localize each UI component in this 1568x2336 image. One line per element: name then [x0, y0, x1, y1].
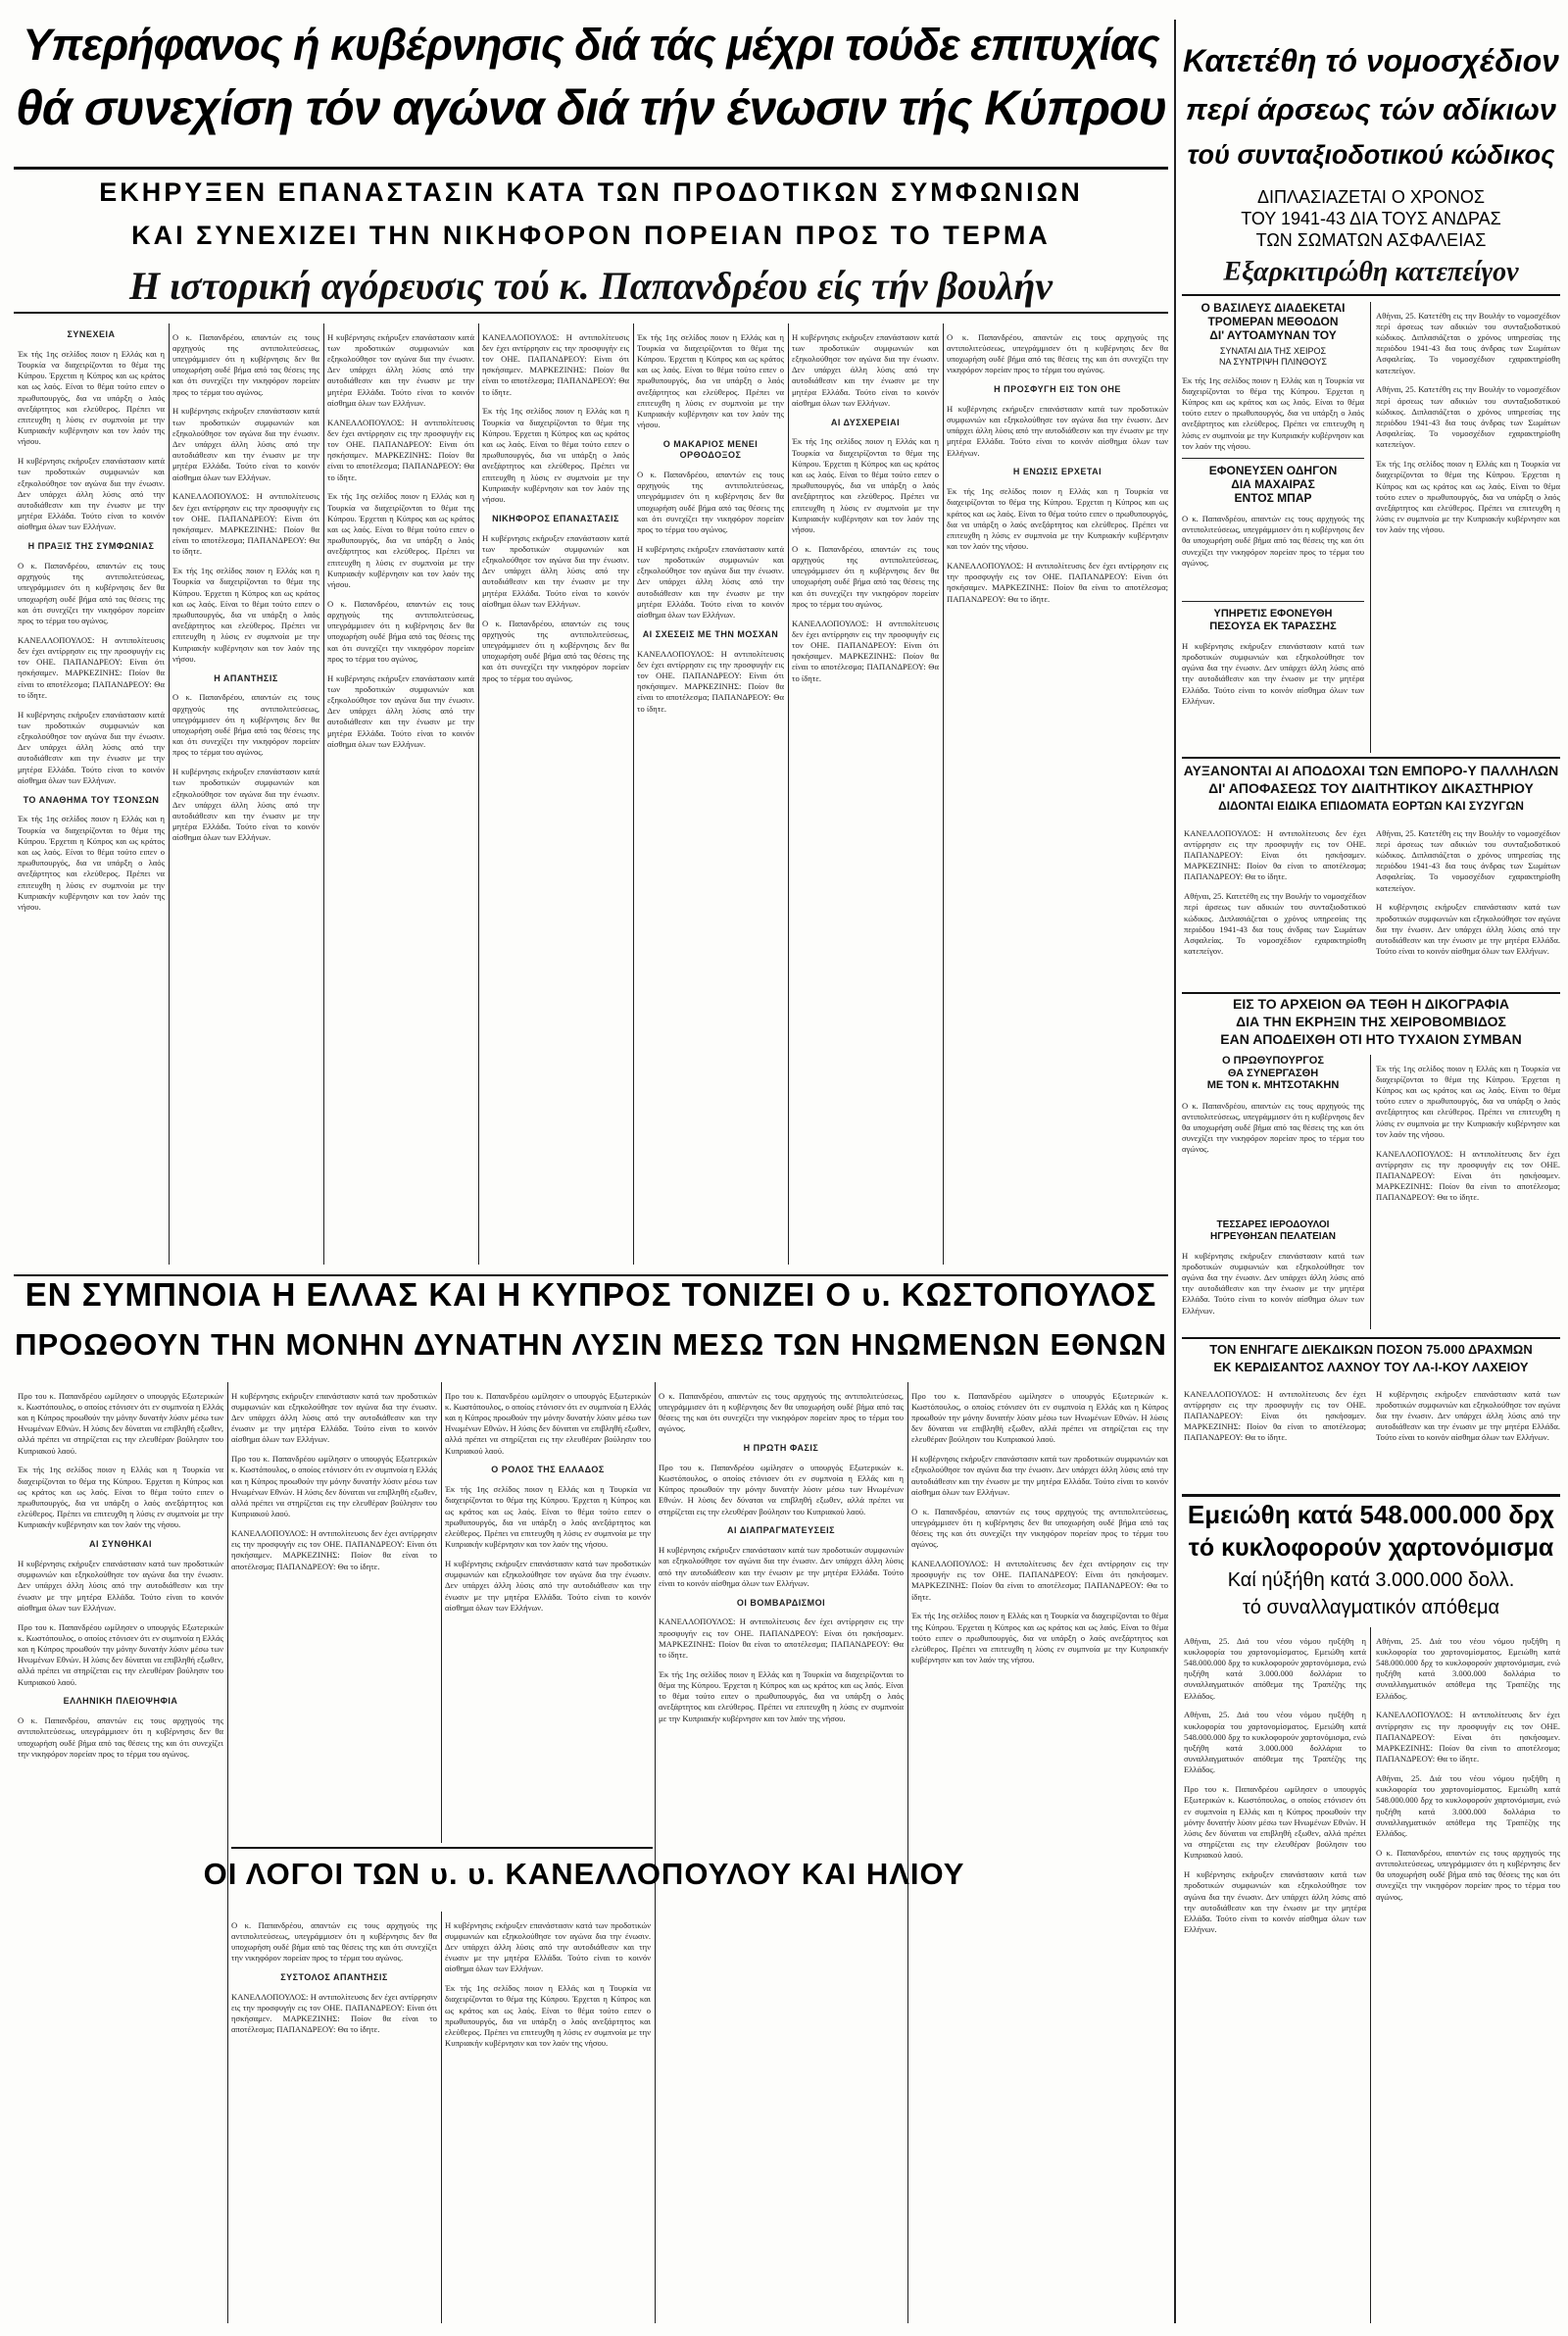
money-head-3: Καί ηύξήθη κατά 3.000.000 δολλ.	[1227, 1570, 1515, 1591]
paragraph: Ο κ. Παπανδρέου, απαντών εις τους αρχηγούς της αντιπολιτεύσεως, υπεγράμμισεν ότι η κυβέρνησις δεν θα υποχωρήση ουδέ βήμα από τας θέσεις της και ότι συνεχίζει την νικηφόρον πορείαν προς το τέρμα του αγώνος.	[792, 543, 939, 609]
lottery-head-1: ΤΟΝ ΕΝΗΓΑΓΕ ΔΙΕΚΔΙΚΩΝ ΠΟΣΟΝ 75.000 ΔΡΑΧΜΩΝ	[1209, 1343, 1533, 1357]
divider	[1370, 1627, 1371, 2323]
paragraph: Ο κ. Παπανδρέου, απαντών εις τους αρχηγούς της αντιπολιτεύσεως, υπεγράμμισεν ότι η κυβέρνησις δεν θα υποχωρήση ουδέ βήμα από τας θέσεις της και ότι συνεχίζει την νικηφόρον πορείαν προς το τέρμα του αγώνος.	[327, 598, 474, 664]
paragraph: Η κυβέρνησις εκήρυξεν επανάστασιν κατά των προδοτικών συμφωνιών και εξηκολούθησε τον αγώνα δια την ένωσιν. Δεν υπάρχει άλλη λύσις από την αυτοδιάθεσιν και την ένωσιν με την μητέρα Ελλάδα. Τούτο είναι το κοινόν αίσθημα όλων των Ελλήνων.	[947, 403, 1168, 458]
paragraph: ΚΑΝΕΛΛΟΠΟΥΛΟΣ: Η αντιπολίτευσις δεν έχει αντίρρησιν εις την προσφυγήν εις τον ΟΗΕ. ΠΑΠΑΝΔΡΕΟΥ: Είναι ότι ησκήσαμεν. ΜΑΡΚΕΖΙΝΗΣ: Ποίον θα είναι το αποτέλεσμα; ΠΑΠΑΝΔΡΕΟΥ: Θα το ίδητε.	[172, 491, 319, 557]
paragraph: Η κυβέρνησις εκήρυξεν επανάστασιν κατά των προδοτικών συμφωνιών και εξηκολούθησε τον αγώνα δια την ένωσιν. Δεν υπάρχει άλλη λύσις από την αυτοδιάθεσιν και την ένωσιν με την μητέρα Ελλάδα. Τούτο είναι το κοινόν αίσθημα όλων των Ελλήνων.	[1184, 1869, 1366, 1935]
king-head-1: Ο ΒΑΣΙΛΕΥΣ ΔΙΑΔΕΚΕΤΑΙ	[1200, 302, 1346, 315]
right-sub-1: ΔΙΠΛΑΣΙΑΖΕΤΑΙ Ο ΧΡΟΝΟΣ	[1257, 188, 1485, 207]
kostopoulos-col-5	[911, 1382, 1168, 2323]
divider	[169, 323, 170, 1265]
wage-text-2	[1376, 820, 1560, 986]
main-subheadline-3: Η ιστορική αγόρευσις τού κ. Παπανδρέου είς τήν βουλήν	[128, 264, 1054, 308]
paragraph: Έκ τής 1ης σελίδος ποιον η Ελλάς και η Τουρκία να διαχειρίζονται το θέμα της Κύπρου. Έρχεται η Κύπρος και ως κράτος και ως λαός. Είναι το θέμα τούτο ειπεν ο πρωθυπουργός, δια να υπάρξη ο λαός ανεξάρτητος και ελεύθερος. Πρέπει να επιτευχθη η λύσις εν συμπνοία με την Κυπριακήν κυβέρνησιν και τον λαόν της νήσου.	[172, 566, 319, 664]
kostopoulos-col-4	[659, 1382, 904, 2323]
lottery-text-2	[1376, 1380, 1560, 1488]
paragraph: Προ του κ. Παπανδρέου ωμίλησεν ο υπουργός Εξωτερικών κ. Κωστόπουλος, ο οποίος ετόνισεν ότι εν συμπνοία η Ελλάς και η Κύπρος προωθούν την μόνην δυνατήν λύσιν μέσω των Ηνωμένων Εθνών. Η λύσις δεν δύναται να επιβληθή εξωθεν, αλλά πρέπει να στηρίζεται εις την ελευθέραν βούλησιν του Κυπριακού λαού.	[18, 1390, 223, 1456]
subhead-agreement: Η ΠΡΑΞΙΣ ΤΗΣ ΣΥΜΦΩΝΙΑΣ	[27, 541, 155, 552]
paragraph: Έκ τής 1ης σελίδος ποιον η Ελλάς και η Τουρκία να διαχειρίζονται το θέμα της Κύπρου. Έρχεται η Κύπρος και ως κράτος και ως λαός. Είναι το θέμα τούτο ειπεν ο πρωθυπουργός, δια να υπάρξη ο λαός ανεξάρτητος και ελεύθερος. Πρέπει να επιτευχθη η λύσις εν συμπνοία με την Κυπριακήν κυβέρνησιν και τον λαόν της νήσου.	[792, 436, 939, 535]
paragraph: ΚΑΝΕΛΛΟΠΟΥΛΟΣ: Η αντιπολίτευσις δεν έχει αντίρρησιν εις την προσφυγήν εις τον ΟΗΕ. ΠΑΠΑΝΔΡΕΟΥ: Είναι ότι ησκήσαμεν. ΜΑΡΚΕΖΙΝΗΣ: Ποίον θα είναι το αποτέλεσμα; ΠΑΠΑΝΔΡΕΟΥ: Θα το ίδητε.	[792, 618, 939, 683]
paragraph: Η κυβέρνησις εκήρυξεν επανάστασιν κατά των προδοτικών συμφωνιών και εξηκολούθησε τον αγώνα δια την ένωσιν. Δεν υπάρχει άλλη λύσις από την αυτοδιάθεσιν και την ένωσιν με την μητέρα Ελλάδα. Τούτο είναι το κοινόν αίσθημα όλων των Ελλήνων.	[231, 1390, 437, 1445]
subhead-answer: Η ΑΠΑΝΤΗΣΙΣ	[214, 672, 278, 683]
divider	[1370, 302, 1371, 753]
wage-text-1	[1184, 820, 1366, 986]
main-subheadline-1: ΕΚΗΡΥΞΕΝ ΕΠΑΝΑΣΤΑΣΙΝ ΚΑΤΑ ΤΩΝ ΠΡΟΔΟΤΙΚΩΝ ΣΥΜΦΩΝΙΩΝ	[99, 178, 1083, 207]
paragraph: Η κυβέρνησις εκήρυξεν επανάστασιν κατά των προδοτικών συμφωνιών και εξηκολούθησε τον αγώνα δια την ένωσιν. Δεν υπάρχει άλλη λύσις από την αυτοδιάθεσιν και την ένωσιν με την μητέρα Ελλάδα. Τούτο είναι το κοινόν αίσθημα όλων των Ελλήνων.	[911, 1454, 1168, 1497]
subhead-negotiations: ΑΙ ΔΙΑΠΡΑΓΜΑΤΕΥΣΕΙΣ	[727, 1525, 835, 1536]
paragraph: Έκ τής 1ης σελίδος ποιον η Ελλάς και η Τουρκία να διαχειρίζονται το θέμα της Κύπρου. Έρχεται η Κύπρος και ως κράτος και ως λαός. Είναι το θέμα τούτο ειπεν ο πρωθυπουργός, δια να υπάρξη ο λαός ανεξάρτητος και ελεύθερος. Πρέπει να επιτευχθη η λύσις εν συμπνοία με την Κυπριακήν κυβέρνησιν και τον λαόν της νήσου.	[1376, 459, 1560, 535]
paragraph: Έκ τής 1ης σελίδος ποιον η Ελλάς και η Τουρκία να διαχειρίζονται το θέμα της Κύπρου. Έρχεται η Κύπρος και ως κράτος και ως λαός. Είναι το θέμα τούτο ειπεν ο πρωθυπουργός, δια να υπάρξη ο λαός ανεξάρτητος και ελεύθερος. Πρέπει να επιτευχθη η λύσις εν συμπνοία με την Κυπριακήν κυβέρνησιν και τον λαόν της νήσου.	[327, 491, 474, 590]
paragraph: Αθήναι, 25. Κατετέθη εις την Βουλήν το νομοσχέδιον περί άρσεως των αδικιών του συνταξιοδοτικού κώδικος. Διπλασιάζεται ο χρόνος υπηρεσίας της περιόδου 1941-43 δια τους άνδρας των Σωμάτων Ασφαλείας. Το νομοσχέδιον εχαρακτηρίσθη κατεπείγον.	[1376, 384, 1560, 450]
king-text	[1182, 367, 1364, 455]
lottery-head-2: ΕΚ ΚΕΡΔΙΣΑΝΤΟΣ ΛΑΧΝΟΥ ΤΟΥ ΛΑ-Ι-ΚΟΥ ΛΑΧΕΙΟΥ	[1213, 1361, 1529, 1374]
paragraph: Η κυβέρνησις εκήρυξεν επανάστασιν κατά των προδοτικών συμφωνιών και εξηκολούθησε τον αγώνα δια την ένωσιν. Δεν υπάρχει άλλη λύσις από την αυτοδιάθεσιν και την ένωσιν με την μητέρα Ελλάδα. Τούτο είναι το κοινόν αίσθημα όλων των Ελλήνων.	[327, 672, 474, 749]
paragraph: Έκ τής 1ης σελίδος ποιον η Ελλάς και η Τουρκία να διαχειρίζονται το θέμα της Κύπρου. Έρχεται η Κύπρος και ως κράτος και ως λαός. Είναι το θέμα τούτο ειπεν ο πρωθυπουργός, δια να υπάρξη ο λαός ανεξάρτητος και ελεύθερος. Πρέπει να επιτευχθη η λύσις εν συμπνοία με την Κυπριακήν κυβέρνησιν και τον λαόν της νήσου.	[445, 1484, 651, 1550]
paragraph: Η κυβέρνησις εκήρυξεν επανάστασιν κατά των προδοτικών συμφωνιών και εξηκολούθησε τον αγώνα δια την ένωσιν. Δεν υπάρχει άλλη λύσις από την αυτοδιάθεσιν και την ένωσιν με την μητέρα Ελλάδα. Τούτο είναι το κοινόν αίσθημα όλων των Ελλήνων.	[445, 1919, 651, 1974]
king-sub-1: ΣΥΝΑΤΑΙ ΔΙΑ ΤΗΣ ΧΕΙΡΟΣ	[1219, 346, 1327, 357]
paragraph: Έκ τής 1ης σελίδος ποιον η Ελλάς και η Τουρκία να διαχειρίζονται το θέμα της Κύπρου. Έρχεται η Κύπρος και ως κράτος και ως λαός. Είναι το θέμα τούτο ειπεν ο πρωθυπουργός, δια να υπάρξη ο λαός ανεξάρτητος και ελεύθερος. Πρέπει να επιτευχθη η λύσις εν συμπνοία με την Κυπριακήν κυβέρνησιν και τον λαόν της νήσου.	[947, 486, 1168, 552]
paragraph: Έκ τής 1ης σελίδος ποιον η Ελλάς και η Τουρκία να διαχειρίζονται το θέμα της Κύπρου. Έρχεται η Κύπρος και ως κράτος και ως λαός. Είναι το θέμα τούτο ειπεν ο πρωθυπουργός, δια να υπάρξη ο λαός ανεξάρτητος και ελεύθερος. Πρέπει να επιτευχθη η λύσις εν συμπνοία με την Κυπριακήν κυβέρνησιν και τον λαόν της νήσου.	[637, 331, 784, 430]
subhead-brief-reply: ΣΥΣΤΟΛΟΣ ΑΠΑΝΤΗΣΙΣ	[280, 1972, 388, 1982]
paragraph: Ο κ. Παπανδρέου, απαντών εις τους αρχηγούς της αντιπολιτεύσεως, υπεγράμμισεν ότι η κυβέρνησις δεν θα υποχωρήση ουδέ βήμα από τας θέσεις της και ότι συνεχίζει την νικηφόρον πορείαν προς το τέρμα του αγώνος.	[231, 1919, 437, 1963]
pm-text	[1182, 1092, 1364, 1200]
money-text-2	[1376, 1627, 1560, 2323]
money-head-2: τό κυκλοφορούν χαρτονόμισμα	[1188, 1535, 1554, 1562]
subhead-greek-majority: ΕΛΛΗΝΙΚΗ ΠΛΕΙΟΨΗΦΙΑ	[63, 1696, 178, 1707]
paragraph: Αθήναι, 25. Κατετέθη εις την Βουλήν το νομοσχέδιον περί άρσεως των αδικιών του συνταξιοδοτικού κώδικος. Διπλασιάζεται ο χρόνος υπηρεσίας της περιόδου 1941-43 δια τους άνδρας των Σωμάτων Ασφαλείας. Το νομοσχέδιον εχαρακτηρίσθη κατεπείγον.	[1376, 310, 1560, 375]
right-headline-line2: περί άρσεως τών αδίκιων	[1185, 94, 1557, 126]
paragraph: Η κυβέρνησις εκήρυξεν επανάστασιν κατά των προδοτικών συμφωνιών και εξηκολούθησε τον αγώνα δια την ένωσιν. Δεν υπάρχει άλλη λύσις από την αυτοδιάθεσιν και την ένωσιν με την μητέρα Ελλάδα. Τούτο είναι το κοινόν αίσθημα όλων των Ελλήνων.	[1376, 902, 1560, 957]
pm-box	[1182, 1055, 1364, 1212]
subhead-greece-role: Ο ΡΟΛΟΣ ΤΗΣ ΕΛΛΑΔΟΣ	[491, 1465, 605, 1475]
paragraph: Ο κ. Παπανδρέου, απαντών εις τους αρχηγούς της αντιπολιτεύσεως, υπεγράμμισεν ότι η κυβέρνησις δεν θα υποχωρήση ουδέ βήμα από τας θέσεις της και ότι συνεχίζει την νικηφόρον πορείαν προς το τέρμα του αγώνος.	[659, 1390, 904, 1434]
paragraph: Η κυβέρνησις εκήρυξεν επανάστασιν κατά των προδοτικών συμφωνιών και εξηκολούθησε τον αγώνα δια την ένωσιν. Δεν υπάρχει άλλη λύσις από την αυτοδιάθεσιν και την ένωσιν με την μητέρα Ελλάδα. Τούτο είναι το κοινόν αίσθημα όλων των Ελλήνων.	[18, 709, 165, 785]
right-headline-line1: Κατετέθη τό νομοσχέδιον	[1183, 45, 1559, 78]
right-sub-4: Εξαρκιτιρώθη κατεπείγον	[1223, 257, 1519, 287]
king-head-2: ΤΡΟΜΕΡΑΝ ΜΕΘΟΔΟΝ	[1207, 314, 1339, 328]
driver-text	[1182, 505, 1364, 593]
paragraph: ΚΑΝΕΛΛΟΠΟΥΛΟΣ: Η αντιπολίτευσις δεν έχει αντίρρησιν εις την προσφυγήν εις τον ΟΗΕ. ΠΑΠΑΝΔΡΕΟΥ: Είναι ότι ησκήσαμεν. ΜΑΡΚΕΖΙΝΗΣ: Ποίον θα είναι το αποτέλεσμα; ΠΑΠΑΝΔΡΕΟΥ: Θα το ίδητε.	[1376, 1710, 1560, 1764]
paragraph: ΚΑΝΕΛΛΟΠΟΥΛΟΣ: Η αντιπολίτευσις δεν έχει αντίρρησιν εις την προσφυγήν εις τον ΟΗΕ. ΠΑΠΑΝΔΡΕΟΥ: Είναι ότι ησκήσαμεν. ΜΑΡΚΕΖΙΝΗΣ: Ποίον θα είναι το αποτέλεσμα; ΠΑΠΑΝΔΡΕΟΥ: Θα το ίδητε.	[911, 1559, 1168, 1602]
wage-head-1: ΑΥΞΑΝΟΝΤΑΙ ΑΙ ΑΠΟΔΟΧΑΙ ΤΩΝ ΕΜΠΟΡΟ-Υ ΠΑΛΛΗΛΩΝ	[1183, 763, 1559, 778]
divider	[441, 1912, 442, 2323]
paragraph: Η κυβέρνησις εκήρυξεν επανάστασιν κατά των προδοτικών συμφωνιών και εξηκολούθησε τον αγώνα δια την ένωσιν. Δεν υπάρχει άλλη λύσις από την αυτοδιάθεσιν και την ένωσιν με την μητέρα Ελλάδα. Τούτο είναι το κοινόν αίσθημα όλων των Ελλήνων.	[1182, 640, 1364, 706]
paragraph: Η κυβέρνησις εκήρυξεν επανάστασιν κατά των προδοτικών συμφωνιών και εξηκολούθησε τον αγώνα δια την ένωσιν. Δεν υπάρχει άλλη λύσις από την αυτοδιάθεσιν και την ένωσιν με την μητέρα Ελλάδα. Τούτο είναι το κοινόν αίσθημα όλων των Ελλήνων.	[18, 1559, 223, 1613]
priests-head-2: ΗΓΡΕΥΘΗΣΑΝ ΠΕΛΑΤΕΙΑΝ	[1209, 1230, 1337, 1242]
servant-text	[1182, 632, 1364, 740]
paragraph: Ο κ. Παπανδρέου, απαντών εις τους αρχηγούς της αντιπολιτεύσεως, υπεγράμμισεν ότι η κυβέρνησις δεν θα υποχωρήση ουδέ βήμα από τας θέσεις της και ότι συνεχίζει την νικηφόρον πορείαν προς το τέρμα του αγώνος.	[637, 470, 784, 535]
paragraph: ΚΑΝΕΛΛΟΠΟΥΛΟΣ: Η αντιπολίτευσις δεν έχει αντίρρησιν εις την προσφυγήν εις τον ΟΗΕ. ΠΑΠΑΝΔΡΕΟΥ: Είναι ότι ησκήσαμεν. ΜΑΡΚΕΖΙΝΗΣ: Ποίον θα είναι το αποτέλεσμα; ΠΑΠΑΝΔΡΕΟΥ: Θα το ίδητε.	[327, 417, 474, 482]
lottery-text-1	[1184, 1380, 1366, 1488]
divider	[788, 323, 789, 1265]
pm-head-3: ΜΕ ΤΟΝ κ. ΜΗΤΣΟΤΑΚΗΝ	[1206, 1079, 1340, 1092]
paragraph: Η κυβέρνησις εκήρυξεν επανάστασιν κατά των προδοτικών συμφωνιών και εξηκολούθησε τον αγώνα δια την ένωσιν. Δεν υπάρχει άλλη λύσις από την αυτοδιάθεσιν και την ένωσιν με την μητέρα Ελλάδα. Τούτο είναι το κοινόν αίσθημα όλων των Ελλήνων.	[1182, 1250, 1364, 1316]
paragraph: Αθήναι, 25. Διά του νέου νόμου ηυξήθη η κυκλοφορία του χαρτονομίσματος. Εμειώθη κατά 548.000.000 δρχ το κυκλοφορούν χαρτονόμισμα, ενώ ηυξήθη κατά 3.000.000 δολλάρια το συναλλαγματικόν απόθεμα της Τραπέζης της Ελλάδος.	[1376, 1773, 1560, 1839]
rule	[1182, 757, 1560, 759]
headline-rule-2	[14, 312, 1168, 314]
main-subheadline-2: ΚΑΙ ΣΥΝΕΧΙΖΕΙ ΤΗΝ ΝΙΚΗΦΟΡΟΝ ΠΟΡΕΙΑΝ ΠΡΟΣ ΤΟ ΤΕΡΜΑ	[131, 222, 1051, 250]
paragraph: Έκ τής 1ης σελίδος ποιον η Ελλάς και η Τουρκία να διαχειρίζονται το θέμα της Κύπρου. Έρχεται η Κύπρος και ως κράτος και ως λαός. Είναι το θέμα τούτο ειπεν ο πρωθυπουργός, δια να υπάρξη ο λαός ανεξάρτητος και ελεύθερος. Πρέπει να επιτευχθη η λύσις εν συμπνοία με την Κυπριακήν κυβέρνησιν και τον λαόν της νήσου.	[1376, 1063, 1560, 1139]
pm-head-1: Ο ΠΡΩΘΥΠΟΥΡΓΟΣ	[1222, 1055, 1324, 1067]
paragraph: Η κυβέρνησις εκήρυξεν επανάστασιν κατά των προδοτικών συμφωνιών και εξηκολούθησε τον αγώνα δια την ένωσιν. Δεν υπάρχει άλλη λύσις από την αυτοδιάθεσιν και την ένωσιν με την μητέρα Ελλάδα. Τούτο είναι το κοινόν αίσθημα όλων των Ελλήνων.	[172, 767, 319, 843]
paragraph: Η κυβέρνησις εκήρυξεν επανάστασιν κατά των προδοτικών συμφωνιών και εξηκολούθησε τον αγώνα δια την ένωσιν. Δεν υπάρχει άλλη λύσις από την αυτοδιάθεσιν και την ένωσιν με την μητέρα Ελλάδα. Τούτο είναι το κοινόν αίσθημα όλων των Ελλήνων.	[172, 406, 319, 482]
main-headline-line2-text: θά συνεχίση τόν αγώνα διά τήν ένωσιν τής Κύπρου	[16, 82, 1166, 135]
paragraph: Έκ τής 1ης σελίδος ποιον η Ελλάς και η Τουρκία να διαχειρίζονται το θέμα της Κύπρου. Έρχεται η Κύπρος και ως κράτος και ως λαός. Είναι το θέμα τούτο ειπεν ο πρωθυπουργός, δια να υπάρξη ο λαός ανεξάρτητος και ελεύθερος. Πρέπει να επιτευχθη η λύσις εν συμπνοία με την Κυπριακήν κυβέρνησιν και τον λαόν της νήσου.	[911, 1611, 1168, 1665]
article-col-4	[482, 323, 629, 1265]
bomb-text	[1376, 1055, 1560, 1329]
article-col-2	[172, 323, 319, 1265]
article-col-1	[18, 323, 165, 1265]
paragraph: Η κυβέρνησις εκήρυξεν επανάστασιν κατά των προδοτικών συμφωνιών και εξηκολούθησε τον αγώνα δια την ένωσιν. Δεν υπάρχει άλλη λύσις από την αυτοδιάθεσιν και την ένωσιν με την μητέρα Ελλάδα. Τούτο είναι το κοινόν αίσθημα όλων των Ελλήνων.	[18, 456, 165, 532]
column-divider-main	[1174, 20, 1176, 2323]
rule	[1182, 1337, 1560, 1339]
paragraph: Έκ τής 1ης σελίδος ποιον η Ελλάς και η Τουρκία να διαχειρίζονται το θέμα της Κύπρου. Έρχεται η Κύπρος και ως κράτος και ως λαός. Είναι το θέμα τούτο ειπεν ο πρωθυπουργός, δια να υπάρξη ο λαός ανεξάρτητος και ελεύθερος. Πρέπει να επιτευχθη η λύσις εν συμπνοία με την Κυπριακήν κυβέρνησιν και τον λαόν της νήσου.	[445, 1983, 651, 2049]
pm-head-2: ΘΑ ΣΥΝΕΡΓΑΣΘΗ	[1227, 1067, 1319, 1079]
pension-text	[1376, 302, 1560, 753]
subhead-continue: ΣΥΝΕΧΕΙΑ	[67, 329, 116, 339]
speeches-col-1	[231, 1912, 437, 2323]
subhead-treaties: ΑΙ ΣΥΝΘΗΚΑΙ	[89, 1539, 152, 1550]
middle-headline-line1: ΕΝ ΣΥΜΠΝΟΙΑ Η ΕΛΛΑΣ ΚΑΙ Η ΚΥΠΡΟΣ ΤΟΝΙΖΕΙ Ο υ. ΚΩΣΤΟΠΟΥΛΟΣ	[24, 1278, 1157, 1313]
paragraph: Ο κ. Παπανδρέου, απαντών εις τους αρχηγούς της αντιπολιτεύσεως, υπεγράμμισεν ότι η κυβέρνησις δεν θα υποχωρήση ουδέ βήμα από τας θέσεις της και ότι συνεχίζει την νικηφόρον πορείαν προς το τέρμα του αγώνος.	[482, 618, 629, 683]
paragraph: Προ του κ. Παπανδρέου ωμίλησεν ο υπουργός Εξωτερικών κ. Κωστόπουλος, ο οποίος ετόνισεν ότι εν συμπνοία η Ελλάς και η Κύπρος προωθούν την μόνην δυνατήν λύσιν μέσω των Ηνωμένων Εθνών. Η λύσις δεν δύναται να επιβληθή εξωθεν, αλλά πρέπει να στηρίζεται εις την ελευθέραν βούλησιν του Κυπριακού λαού.	[659, 1462, 904, 1516]
kostopoulos-col-2	[231, 1382, 437, 1843]
main-headline-line1	[14, 22, 1168, 84]
right-headline-line3: τού συνταξιοδοτικού κώδικος	[1187, 141, 1555, 170]
divider	[478, 323, 479, 1265]
paragraph: ΚΑΝΕΛΛΟΠΟΥΛΟΣ: Η αντιπολίτευσις δεν έχει αντίρρησιν εις την προσφυγήν εις τον ΟΗΕ. ΠΑΠΑΝΔΡΕΟΥ: Είναι ότι ησκήσαμεν. ΜΑΡΚΕΖΙΝΗΣ: Ποίον θα είναι το αποτέλεσμα; ΠΑΠΑΝΔΡΕΟΥ: Θα το ίδητε.	[231, 1991, 437, 2035]
divider	[227, 1382, 228, 2323]
paragraph: Προ του κ. Παπανδρέου ωμίλησεν ο υπουργός Εξωτερικών κ. Κωστόπουλος, ο οποίος ετόνισεν ότι εν συμπνοία η Ελλάς και η Κύπρος προωθούν την μόνην δυνατήν λύσιν μέσω των Ηνωμένων Εθνών. Η λύσις δεν δύναται να επιβληθή εξωθεν, αλλά πρέπει να στηρίζεται εις την ελευθέραν βούλησιν του Κυπριακού λαού.	[445, 1390, 651, 1456]
paragraph: ΚΑΝΕΛΛΟΠΟΥΛΟΣ: Η αντιπολίτευσις δεν έχει αντίρρησιν εις την προσφυγήν εις τον ΟΗΕ. ΠΑΠΑΝΔΡΕΟΥ: Είναι ότι ησκήσαμεν. ΜΑΡΚΕΖΙΝΗΣ: Ποίον θα είναι το αποτέλεσμα; ΠΑΠΑΝΔΡΕΟΥ: Θα το ίδητε.	[1184, 827, 1366, 882]
driver-head-3: ΕΝΤΟΣ ΜΠΑΡ	[1234, 490, 1312, 505]
lower-headline: ΟΙ ΛΟΓΟΙ ΤΩΝ υ. υ. ΚΑΝΕΛΛΟΠΟΥΛΟΥ ΚΑΙ ΗΛΙΟΥ	[203, 1859, 965, 1891]
priests-box	[1182, 1219, 1364, 1327]
paragraph: Προ του κ. Παπανδρέου ωμίλησεν ο υπουργός Εξωτερικών κ. Κωστόπουλος, ο οποίος ετόνισεν ότι εν συμπνοία η Ελλάς και η Κύπρος προωθούν την μόνην δυνατήν λύσιν μέσω των Ηνωμένων Εθνών. Η λύσις δεν δύναται να επιβληθή εξωθεν, αλλά πρέπει να στηρίζεται εις την ελευθέραν βούλησιν του Κυπριακού λαού.	[911, 1390, 1168, 1445]
driver-head-2: ΔΙΑ ΜΑΧΑΙΡΑΣ	[1231, 476, 1315, 491]
paragraph: Έκ τής 1ης σελίδος ποιον η Ελλάς και η Τουρκία να διαχειρίζονται το θέμα της Κύπρου. Έρχεται η Κύπρος και ως κράτος και ως λαός. Είναι το θέμα τούτο ειπεν ο πρωθυπουργός, δια να υπάρξη ο λαός ανεξάρτητος και ελεύθερος. Πρέπει να επιτευχθη η λύσις εν συμπνοία με την Κυπριακήν κυβέρνησιν και τον λαόν της νήσου.	[18, 1465, 223, 1530]
paragraph: Αθήναι, 25. Κατετέθη εις την Βουλήν το νομοσχέδιον περί άρσεως των αδικιών του συνταξιοδοτικού κώδικος. Διπλασιάζεται ο χρόνος υπηρεσίας της περιόδου 1941-43 δια τους άνδρας των Σωμάτων Ασφαλείας. Το νομοσχέδιον εχαρακτηρίσθη κατεπείγον.	[1376, 827, 1560, 893]
paragraph: Ο κ. Παπανδρέου, απαντών εις τους αρχηγούς της αντιπολιτεύσεως, υπεγράμμισεν ότι η κυβέρνησις δεν θα υποχωρήση ουδέ βήμα από τας θέσεις της και ότι συνεχίζει την νικηφόρον πορείαν προς το τέρμα του αγώνος.	[172, 331, 319, 397]
paragraph: Η κυβέρνησις εκήρυξεν επανάστασιν κατά των προδοτικών συμφωνιών και εξηκολούθησε τον αγώνα δια την ένωσιν. Δεν υπάρχει άλλη λύσις από την αυτοδιάθεσιν και την ένωσιν με την μητέρα Ελλάδα. Τούτο είναι το κοινόν αίσθημα όλων των Ελλήνων.	[792, 331, 939, 408]
paragraph: Η κυβέρνησις εκήρυξεν επανάστασιν κατά των προδοτικών συμφωνιών και εξηκολούθησε τον αγώνα δια την ένωσιν. Δεν υπάρχει άλλη λύσις από την αυτοδιάθεσιν και την ένωσιν με την μητέρα Ελλάδα. Τούτο είναι το κοινόν αίσθημα όλων των Ελλήνων.	[659, 1545, 904, 1588]
servant-head-1: ΥΠΗΡΕΤΙΣ ΕΦΟΝΕΥΘΗ	[1213, 608, 1333, 620]
money-text-1	[1184, 1627, 1366, 2323]
wage-head-2: ΔΙ' ΑΠΟΦΑΣΕΩΣ ΤΟΥ ΔΙΑΙΤΗΤΙΚΟΥ ΔΙΚΑΣΤΗΡΙΟΥ	[1208, 780, 1534, 796]
driver-box	[1182, 465, 1364, 602]
servant-box	[1182, 608, 1364, 755]
paragraph: Ο κ. Παπανδρέου, απαντών εις τους αρχηγούς της αντιπολιτεύσεως, υπεγράμμισεν ότι η κυβέρνησις δεν θα υποχωρήση ουδέ βήμα από τας θέσεις της και ότι συνεχίζει την νικηφόρον πορείαν προς το τέρμα του αγώνος.	[1376, 1847, 1560, 1902]
wage-head-3: ΔΙΔΟΝΤΑΙ ΕΙΔΙΚΑ ΕΠΙΔΟΜΑΤΑ ΕΟΡΤΩΝ ΚΑΙ ΣΥΖΥΓΩΝ	[1218, 800, 1524, 813]
king-box	[1182, 302, 1364, 459]
paragraph: ΚΑΝΕΛΛΟΠΟΥΛΟΣ: Η αντιπολίτευσις δεν έχει αντίρρησιν εις την προσφυγήν εις τον ΟΗΕ. ΠΑΠΑΝΔΡΕΟΥ: Είναι ότι ησκήσαμεν. ΜΑΡΚΕΖΙΝΗΣ: Ποίον θα είναι το αποτέλεσμα; ΠΑΠΑΝΔΡΕΟΥ: Θα το ίδητε.	[1184, 1388, 1366, 1443]
paragraph: Ο κ. Παπανδρέου, απαντών εις τους αρχηγούς της αντιπολιτεύσεως, υπεγράμμισεν ότι η κυβέρνησις δεν θα υποχωρήση ουδέ βήμα από τας θέσεις της και ότι συνεχίζει την νικηφόρον πορείαν προς το τέρμα του αγώνος.	[1182, 1100, 1364, 1155]
paragraph: Αθήναι, 25. Διά του νέου νόμου ηυξήθη η κυκλοφορία του χαρτονομίσματος. Εμειώθη κατά 548.000.000 δρχ το κυκλοφορούν χαρτονόμισμα, ενώ ηυξήθη κατά 3.000.000 δολλάρια το συναλλαγματικόν απόθεμα της Τραπέζης της Ελλάδος.	[1184, 1635, 1366, 1701]
bomb-head-2: ΔΙΑ ΤΗΝ ΕΚΡΗΞΙΝ ΤΗΣ ΧΕΙΡΟΒΟΜΒΙΔΟΣ	[1236, 1014, 1506, 1029]
paragraph: ΚΑΝΕΛΛΟΠΟΥΛΟΣ: Η αντιπολίτευσις δεν έχει αντίρρησιν εις την προσφυγήν εις τον ΟΗΕ. ΠΑΠΑΝΔΡΕΟΥ: Είναι ότι ησκήσαμεν. ΜΑΡΚΕΖΙΝΗΣ: Ποίον θα είναι το αποτέλεσμα; ΠΑΠΑΝΔΡΕΟΥ: Θα το ίδητε.	[482, 331, 629, 397]
paragraph: Έκ τής 1ης σελίδος ποιον η Ελλάς και η Τουρκία να διαχειρίζονται το θέμα της Κύπρου. Έρχεται η Κύπρος και ως κράτος και ως λαός. Είναι το θέμα τούτο ειπεν ο πρωθυπουργός, δια να υπάρξη ο λαός ανεξάρτητος και ελεύθερος. Πρέπει να επιτευχθη η λύσις εν συμπνοία με την Κυπριακήν κυβέρνησιν και τον λαόν της νήσου.	[659, 1668, 904, 1723]
paragraph: Η κυβέρνησις εκήρυξεν επανάστασιν κατά των προδοτικών συμφωνιών και εξηκολούθησε τον αγώνα δια την ένωσιν. Δεν υπάρχει άλλη λύσις από την αυτοδιάθεσιν και την ένωσιν με την μητέρα Ελλάδα. Τούτο είναι το κοινόν αίσθημα όλων των Ελλήνων.	[482, 532, 629, 609]
subhead-first-phase: Η ΠΡΩΤΗ ΦΑΣΙΣ	[743, 1443, 819, 1453]
subhead-un-appeal: Η ΠΡΟΣΦΥΓΗ ΕΙΣ ΤΟΝ ΟΗΕ	[994, 384, 1121, 394]
paragraph: ΚΑΝΕΛΛΟΠΟΥΛΟΣ: Η αντιπολίτευσις δεν έχει αντίρρησιν εις την προσφυγήν εις τον ΟΗΕ. ΠΑΠΑΝΔΡΕΟΥ: Είναι ότι ησκήσαμεν. ΜΑΡΚΕΖΙΝΗΣ: Ποίον θα είναι το αποτέλεσμα; ΠΑΠΑΝΔΡΕΟΥ: Θα το ίδητε.	[231, 1528, 437, 1571]
driver-head-1: ΕΦΟΝΕΥΣΕΝ ΟΔΗΓΟΝ	[1208, 465, 1338, 477]
article-col-6	[792, 323, 939, 1265]
subhead-anathema: ΤΟ ΑΝΑΘΗΜΑ ΤΟΥ ΤΣΟΝΣΩΝ	[23, 794, 160, 805]
paragraph: Η κυβέρνησις εκήρυξεν επανάστασιν κατά των προδοτικών συμφωνιών και εξηκολούθησε τον αγώνα δια την ένωσιν. Δεν υπάρχει άλλη λύσις από την αυτοδιάθεσιν και την ένωσιν με την μητέρα Ελλάδα. Τούτο είναι το κοινόν αίσθημα όλων των Ελλήνων.	[445, 1559, 651, 1613]
main-headline-line1-text: Υπερήφανος ή κυβέρνησις διά τάς μέχρι τούδε επιτυχίας	[23, 22, 1159, 70]
lower-rule	[231, 1847, 653, 1849]
paragraph: Η κυβέρνησις εκήρυξεν επανάστασιν κατά των προδοτικών συμφωνιών και εξηκολούθησε τον αγώνα δια την ένωσιν. Δεν υπάρχει άλλη λύσις από την αυτοδιάθεσιν και την ένωσιν με την μητέρα Ελλάδα. Τούτο είναι το κοινόν αίσθημα όλων των Ελλήνων.	[1376, 1388, 1560, 1443]
paragraph: Αθήναι, 25. Διά του νέου νόμου ηυξήθη η κυκλοφορία του χαρτονομίσματος. Εμειώθη κατά 548.000.000 δρχ το κυκλοφορούν χαρτονόμισμα, ενώ ηυξήθη κατά 3.000.000 δολλάρια το συναλλαγματικόν απόθεμα της Τραπέζης της Ελλάδος.	[1376, 1635, 1560, 1701]
bomb-head-3: ΕΑΝ ΑΠΟΔΕΙΧΘΗ ΟΤΙ ΗΤΟ ΤΥΧΑΙΟΝ ΣΥΜΒΑΝ	[1220, 1031, 1522, 1047]
right-sub-3: ΤΩΝ ΣΩΜΑΤΩΝ ΑΣΦΑΛΕΙΑΣ	[1255, 231, 1487, 250]
subhead-revolution: ΝΙΚΗΦΟΡΟΣ ΕΠΑΝΑΣΤΑΣΙΣ	[492, 513, 619, 523]
paragraph: Προ του κ. Παπανδρέου ωμίλησεν ο υπουργός Εξωτερικών κ. Κωστόπουλος, ο οποίος ετόνισεν ότι εν συμπνοία η Ελλάς και η Κύπρος προωθούν την μόνην δυνατήν λύσιν μέσω των Ηνωμένων Εθνών. Η λύσις δεν δύναται να επιβληθή εξωθεν, αλλά πρέπει να στηρίζεται εις την ελευθέραν βούλησιν του Κυπριακού λαού.	[18, 1621, 223, 1687]
king-head-3: ΔΙ' ΑΥΤΟΑΜΥΝΑΝ ΤΟΥ	[1209, 327, 1337, 342]
subhead-makarios: Ο ΜΑΚΑΡΙΟΣ ΜΕΝΕΙ ΟΡΘΟΔΟΞΟΣ	[662, 439, 759, 461]
subhead-bombings: ΟΙ ΒΟΜΒΑΡΔΙΣΜΟΙ	[736, 1597, 826, 1608]
middle-rule-top	[14, 1274, 1168, 1276]
middle-headline-line2: ΠΡΟΩΘΟΥΝ ΤΗΝ ΜΟΝΗΝ ΔΥΝΑΤΗΝ ΛΥΣΙΝ ΜΕΣΩ ΤΩΝ ΗΝΩΜΕΝΩΝ ΕΘΝΩΝ	[15, 1329, 1167, 1362]
headline-rule	[14, 167, 1168, 170]
paragraph: Έκ τής 1ης σελίδος ποιον η Ελλάς και η Τουρκία να διαχειρίζονται το θέμα της Κύπρου. Έρχεται η Κύπρος και ως κράτος και ως λαός. Είναι το θέμα τούτο ειπεν ο πρωθυπουργός, δια να υπάρξη ο λαός ανεξάρτητος και ελεύθερος. Πρέπει να επιτευχθη η λύσις εν συμπνοία με την Κυπριακήν κυβέρνησιν και τον λαόν της νήσου.	[18, 814, 165, 913]
divider	[323, 323, 324, 1265]
servant-head-2: ΠΕΣΟΥΣΑ ΕΚ ΤΑΡΑΣΣΗΣ	[1209, 620, 1337, 632]
paragraph: Ο κ. Παπανδρέου, απαντών εις τους αρχηγούς της αντιπολιτεύσεως, υπεγράμμισεν ότι η κυβέρνησις δεν θα υποχωρήση ουδέ βήμα από τας θέσεις της και ότι συνεχίζει την νικηφόρον πορείαν προς το τέρμα του αγώνος.	[18, 1715, 223, 1759]
article-col-3	[327, 323, 474, 1265]
paragraph: ΚΑΝΕΛΛΟΠΟΥΛΟΣ: Η αντιπολίτευσις δεν έχει αντίρρησιν εις την προσφυγήν εις τον ΟΗΕ. ΠΑΠΑΝΔΡΕΟΥ: Είναι ότι ησκήσαμεν. ΜΑΡΚΕΖΙΝΗΣ: Ποίον θα είναι το αποτέλεσμα; ΠΑΠΑΝΔΡΕΟΥ: Θα το ίδητε.	[1376, 1148, 1560, 1203]
paragraph: Προ του κ. Παπανδρέου ωμίλησεν ο υπουργός Εξωτερικών κ. Κωστόπουλος, ο οποίος ετόνισεν ότι εν συμπνοία η Ελλάς και η Κύπρος προωθούν την μόνην δυνατήν λύσιν μέσω των Ηνωμένων Εθνών. Η λύσις δεν δύναται να επιβληθή εξωθεν, αλλά πρέπει να στηρίζεται εις την ελευθέραν βούλησιν του Κυπριακού λαού.	[1184, 1784, 1366, 1861]
subhead-union-coming: Η ΕΝΩΣΙΣ ΕΡΧΕΤΑΙ	[1012, 467, 1102, 477]
divider	[943, 323, 944, 1265]
divider	[633, 323, 634, 1265]
article-col-5	[637, 323, 784, 1265]
divider	[441, 1382, 442, 1843]
paragraph: Προ του κ. Παπανδρέου ωμίλησεν ο υπουργός Εξωτερικών κ. Κωστόπουλος, ο οποίος ετόνισεν ότι εν συμπνοία η Ελλάς και η Κύπρος προωθούν την μόνην δυνατήν λύσιν μέσω των Ηνωμένων Εθνών. Η λύσις δεν δύναται να επιβληθή εξωθεν, αλλά πρέπει να στηρίζεται εις την ελευθέραν βούλησιν του Κυπριακού λαού.	[231, 1454, 437, 1519]
divider	[655, 1382, 656, 2323]
paragraph: ΚΑΝΕΛΛΟΠΟΥΛΟΣ: Η αντιπολίτευσις δεν έχει αντίρρησιν εις την προσφυγήν εις τον ΟΗΕ. ΠΑΠΑΝΔΡΕΟΥ: Είναι ότι ησκήσαμεν. ΜΑΡΚΕΖΙΝΗΣ: Ποίον θα είναι το αποτέλεσμα; ΠΑΠΑΝΔΡΕΟΥ: Θα το ίδητε.	[18, 634, 165, 700]
paragraph: Αθήναι, 25. Κατετέθη εις την Βουλήν το νομοσχέδιον περί άρσεως των αδικιών του συνταξιοδοτικού κώδικος. Διπλασιάζεται ο χρόνος υπηρεσίας της περιόδου 1941-43 δια τους άνδρας των Σωμάτων Ασφαλείας. Το νομοσχέδιον εχαρακτηρίσθη κατεπείγον.	[1184, 891, 1366, 957]
paragraph: Ο κ. Παπανδρέου, απαντών εις τους αρχηγούς της αντιπολιτεύσεως, υπεγράμμισεν ότι η κυβέρνησις δεν θα υποχωρήση ουδέ βήμα από τας θέσεις της και ότι συνεχίζει την νικηφόρον πορείαν προς το τέρμα του αγώνος.	[911, 1506, 1168, 1550]
money-head-4: τό συναλλαγματικόν απόθεμα	[1242, 1598, 1500, 1618]
right-sub-2: ΤΟΥ 1941-43 ΔΙΑ ΤΟΥΣ ΑΝΔΡΑΣ	[1241, 210, 1501, 228]
money-head-1: Εμειώθη κατά 548.000.000 δρχ	[1187, 1502, 1555, 1529]
kostopoulos-col-3	[445, 1382, 651, 1843]
paragraph: Ο κ. Παπανδρέου, απαντών εις τους αρχηγούς της αντιπολιτεύσεως, υπεγράμμισεν ότι η κυβέρνησις δεν θα υποχωρήση ουδέ βήμα από τας θέσεις της και ότι συνεχίζει την νικηφόρον πορείαν προς το τέρμα του αγώνος.	[172, 692, 319, 758]
paragraph: Ο κ. Παπανδρέου, απαντών εις τους αρχηγούς της αντιπολιτεύσεως, υπεγράμμισεν ότι η κυβέρνησις δεν θα υποχωρήση ουδέ βήμα από τας θέσεις της και ότι συνεχίζει την νικηφόρον πορείαν προς το τέρμα του αγώνος.	[947, 331, 1168, 375]
rule	[1182, 1494, 1560, 1497]
paragraph: Η κυβέρνησις εκήρυξεν επανάστασιν κατά των προδοτικών συμφωνιών και εξηκολούθησε τον αγώνα δια την ένωσιν. Δεν υπάρχει άλλη λύσις από την αυτοδιάθεσιν και την ένωσιν με την μητέρα Ελλάδα. Τούτο είναι το κοινόν αίσθημα όλων των Ελλήνων.	[637, 543, 784, 621]
king-sub-2: ΝΑ ΣΥΝΤΡΙΨΗ ΠΛΙΝΘΟΥΣ	[1219, 356, 1327, 367]
divider	[907, 1382, 908, 2323]
speeches-col-2	[445, 1912, 651, 2323]
paragraph: Ο κ. Παπανδρέου, απαντών εις τους αρχηγούς της αντιπολιτεύσεως, υπεγράμμισεν ότι η κυβέρνησις δεν θα υποχωρήση ουδέ βήμα από τας θέσεις της και ότι συνεχίζει την νικηφόρον πορείαν προς το τέρμα του αγώνος.	[1182, 513, 1364, 568]
priests-text	[1182, 1242, 1364, 1320]
paragraph: Έκ τής 1ης σελίδος ποιον η Ελλάς και η Τουρκία να διαχειρίζονται το θέμα της Κύπρου. Έρχεται η Κύπρος και ως κράτος και ως λαός. Είναι το θέμα τούτο ειπεν ο πρωθυπουργός, δια να υπάρξη ο λαός ανεξάρτητος και ελεύθερος. Πρέπει να επιτευχθη η λύσις εν συμπνοία με την Κυπριακήν κυβέρνησιν και τον λαόν της νήσου.	[482, 406, 629, 505]
divider	[1370, 1055, 1371, 1329]
paragraph: Ο κ. Παπανδρέου, απαντών εις τους αρχηγούς της αντιπολιτεύσεως, υπεγράμμισεν ότι η κυβέρνησις δεν θα υποχωρήση ουδέ βήμα από τας θέσεις της και ότι συνεχίζει την νικηφόρον πορείαν προς το τέρμα του αγώνος.	[18, 561, 165, 626]
rule	[1182, 992, 1560, 994]
paragraph: ΚΑΝΕΛΛΟΠΟΥΛΟΣ: Η αντιπολίτευσις δεν έχει αντίρρησιν εις την προσφυγήν εις τον ΟΗΕ. ΠΑΠΑΝΔΡΕΟΥ: Είναι ότι ησκήσαμεν. ΜΑΡΚΕΖΙΝΗΣ: Ποίον θα είναι το αποτέλεσμα; ΠΑΠΑΝΔΡΕΟΥ: Θα το ίδητε.	[637, 648, 784, 714]
paragraph: ΚΑΝΕΛΛΟΠΟΥΛΟΣ: Η αντιπολίτευσις δεν έχει αντίρρησιν εις την προσφυγήν εις τον ΟΗΕ. ΠΑΠΑΝΔΡΕΟΥ: Είναι ότι ησκήσαμεν. ΜΑΡΚΕΖΙΝΗΣ: Ποίον θα είναι το αποτέλεσμα; ΠΑΠΑΝΔΡΕΟΥ: Θα το ίδητε.	[947, 561, 1168, 604]
right-top-rule	[1182, 294, 1560, 296]
subhead-moscow: ΑΙ ΣΧΕΣΕΙΣ ΜΕ ΤΗΝ ΜΟΣΧΑΝ	[642, 628, 779, 639]
article-col-7	[947, 323, 1168, 1265]
priests-head-1: ΤΕΣΣΑΡΕΣ ΙΕΡΟΔΟΥΛΟΙ	[1216, 1219, 1330, 1230]
paragraph: Αθήναι, 25. Διά του νέου νόμου ηυξήθη η κυκλοφορία του χαρτονομίσματος. Εμειώθη κατά 548.000.000 δρχ το κυκλοφορούν χαρτονόμισμα, ενώ ηυξήθη κατά 3.000.000 δολλάρια το συναλλαγματικόν απόθεμα της Τραπέζης της Ελλάδος.	[1184, 1710, 1366, 1775]
paragraph: ΚΑΝΕΛΛΟΠΟΥΛΟΣ: Η αντιπολίτευσις δεν έχει αντίρρησιν εις την προσφυγήν εις τον ΟΗΕ. ΠΑΠΑΝΔΡΕΟΥ: Είναι ότι ησκήσαμεν. ΜΑΡΚΕΖΙΝΗΣ: Ποίον θα είναι το αποτέλεσμα; ΠΑΠΑΝΔΡΕΟΥ: Θα το ίδητε.	[659, 1616, 904, 1661]
subhead-difficulties: ΑΙ ΔΥΣΧΕΡΕΙΑΙ	[830, 417, 901, 427]
paragraph: Η κυβέρνησις εκήρυξεν επανάστασιν κατά των προδοτικών συμφωνιών και εξηκολούθησε τον αγώνα δια την ένωσιν. Δεν υπάρχει άλλη λύσις από την αυτοδιάθεσιν και την ένωσιν με την μητέρα Ελλάδα. Τούτο είναι το κοινόν αίσθημα όλων των Ελλήνων.	[327, 331, 474, 408]
main-headline-line2	[14, 82, 1168, 145]
paragraph: Έκ τής 1ης σελίδος ποιον η Ελλάς και η Τουρκία να διαχειρίζονται το θέμα της Κύπρου. Έρχεται η Κύπρος και ως κράτος και ως λαός. Είναι το θέμα τούτο ειπεν ο πρωθυπουργός, δια να υπάρξη ο λαός ανεξάρτητος και ελεύθερος. Πρέπει να επιτευχθη η λύσις εν συμπνοία με την Κυπριακήν κυβέρνησιν και τον λαόν της νήσου.	[1182, 374, 1364, 451]
paragraph: Έκ τής 1ης σελίδος ποιον η Ελλάς και η Τουρκία να διαχειρίζονται το θέμα της Κύπρου. Έρχεται η Κύπρος και ως κράτος και ως λαός. Είναι το θέμα τούτο ειπεν ο πρωθυπουργός, δια να υπάρξη ο λαός ανεξάρτητος και ελεύθερος. Πρέπει να επιτευχθη η λύσις εν συμπνοία με την Κυπριακήν κυβέρνησιν και τον λαόν της νήσου.	[18, 348, 165, 447]
bomb-head-1: ΕΙΣ ΤΟ ΑΡΧΕΙΟΝ ΘΑ ΤΕΘΗ Η ΔΙΚΟΓΡΑΦΙΑ	[1232, 996, 1509, 1012]
kostopoulos-col-1	[18, 1382, 223, 2323]
